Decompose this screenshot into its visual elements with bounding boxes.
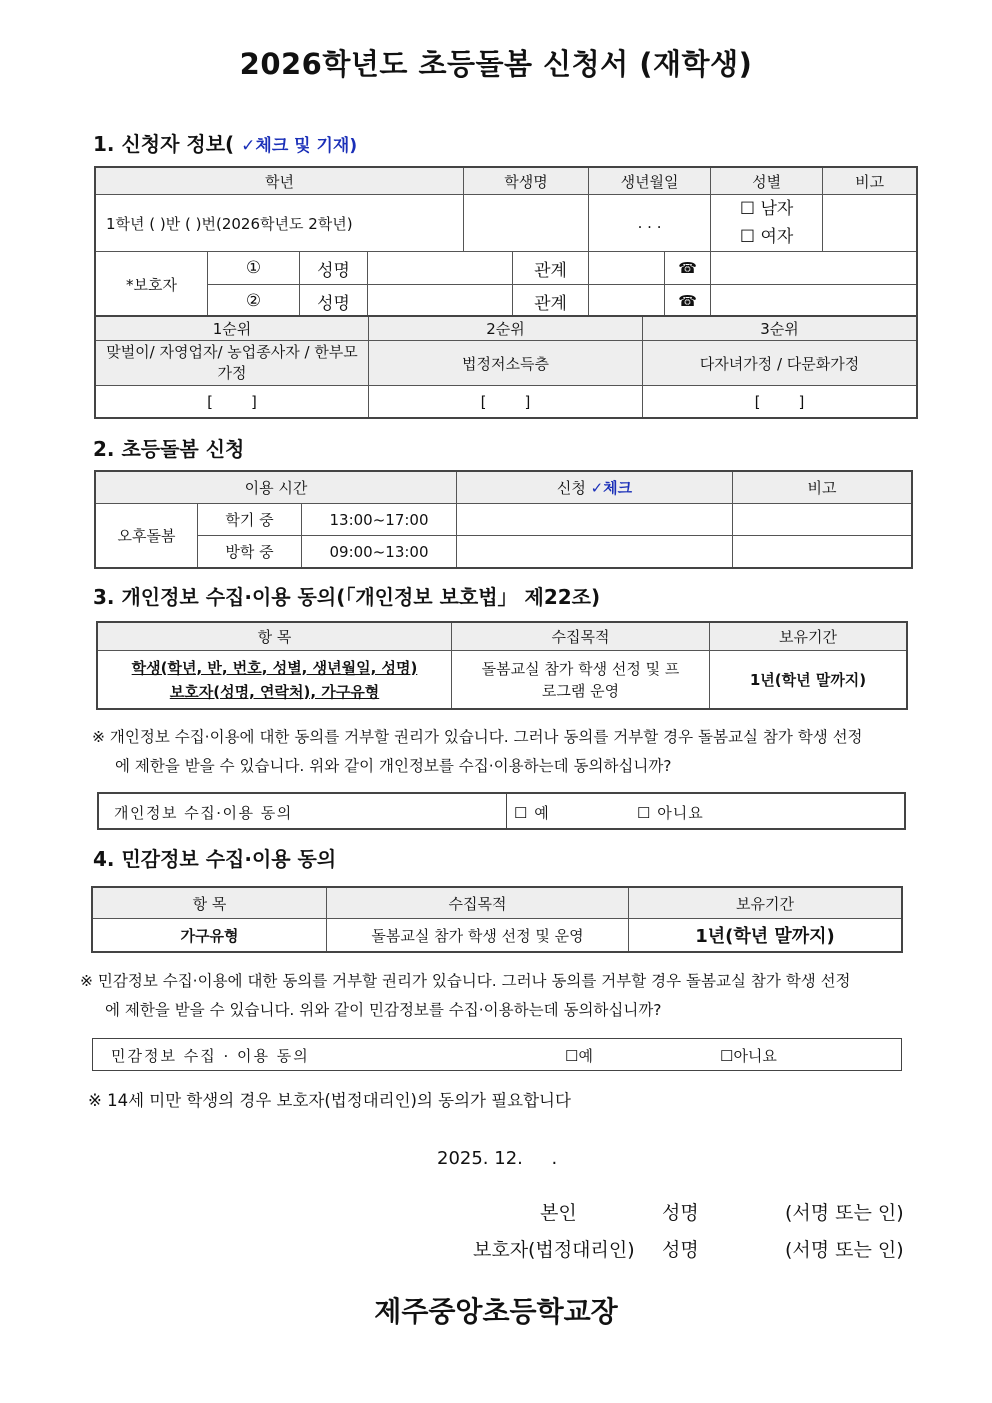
gender-male-checkbox[interactable]: ☐ 남자 [739,199,794,219]
self-label: 본인 [540,1202,577,1224]
priority-3-check[interactable]: [ ] [643,386,917,418]
apply-vacation-check[interactable] [457,536,733,568]
phone-icon: ☎ [665,285,711,318]
section-3-heading: 3. 개인정보 수집·이용 동의(「개인정보 보호법」 제22조) [93,585,601,609]
header-period: 보유기간 [710,623,907,651]
header-period: 보유기간 [629,888,902,919]
apply-semester-check[interactable] [457,504,733,536]
gender-options [711,195,823,252]
priority-2-check[interactable]: [ ] [369,386,643,418]
guardian-1-phone-field[interactable] [711,252,917,285]
header-item: 항 목 [93,888,327,919]
section-1-title: 1. 신청자 정보( [93,132,235,156]
header-apply-check: ✓체크 [590,479,633,497]
header-item: 항 목 [98,623,452,651]
guardian-1-relation-label: 관계 [513,252,589,285]
retention-period: 1년(학년 말까지) [710,651,907,709]
time-vacation: 09:00~13:00 [302,536,457,568]
applicant-info-table [95,167,917,318]
priority-1-check[interactable]: [ ] [96,386,369,418]
header-grade: 학년 [96,168,464,195]
guardian-name-label: 성명 [662,1239,699,1261]
guardian-1-relation-field[interactable] [589,252,665,285]
divider [506,794,507,828]
priority-table [95,316,917,418]
sensitive-purpose: 돌봄교실 참가 학생 선정 및 운영 [327,919,629,952]
student-name-field[interactable] [464,195,589,252]
priority-1-header: 1순위 [96,317,369,341]
personal-info-agree-row [97,792,906,830]
collected-items-line-1: 학생(학년, 반, 번호, 성별, 생년월일, 성명) [131,658,418,677]
term-semester: 학기 중 [198,504,302,536]
term-vacation: 방학 중 [198,536,302,568]
care-application-table [95,471,912,568]
header-apply-label: 신청 [556,479,586,497]
guardian-1-name-field[interactable] [368,252,513,285]
section-1-note: ✓체크 및 기재) [241,136,358,156]
age-footnote: ※ 14세 미만 학생의 경우 보호자(법정대리인)의 동의가 필요합니다 [88,1091,571,1110]
personal-info-agree-label: 개인정보 수집·이용 동의 [114,804,293,822]
priority-2-text: 법정저소득층 [369,341,643,386]
sensitive-info-no-checkbox[interactable]: ☐아니요 [720,1047,777,1065]
page-title: 2026학년도 초등돌봄 신청서 (재학생) [239,47,753,81]
guardian-1-name-label: 성명 [300,252,368,285]
care-type: 오후돌봄 [96,504,198,568]
sensitive-info-notice [80,967,851,1025]
guardian-2-name-label: 성명 [300,285,368,318]
section-1-heading [93,128,357,157]
guardian-2-relation-field[interactable] [589,285,665,318]
gender-female-checkbox[interactable]: ☐ 여자 [739,227,794,247]
personal-info-no-checkbox[interactable]: ☐ 아니요 [637,804,704,822]
header-purpose: 수집목적 [452,623,710,651]
guardian-2-name-field[interactable] [368,285,513,318]
guardian-2-phone-field[interactable] [711,285,917,318]
guardian-signature[interactable]: (서명 또는 인) [785,1239,904,1261]
guardian-sign-label: 보호자(법정대리인) [473,1239,635,1261]
note-semester[interactable] [733,504,912,536]
personal-info-table [97,622,907,709]
application-date: 2025. 12. . [437,1148,558,1169]
priority-3-text: 다자녀가정 / 다문화가정 [643,341,917,386]
sensitive-item: 가구유형 [93,919,327,952]
sensitive-info-agree-label: 민감정보 수집 · 이용 동의 [111,1047,310,1065]
self-signature[interactable]: (서명 또는 인) [785,1202,904,1224]
header-student-name: 학생명 [464,168,589,195]
personal-info-yes-checkbox[interactable]: ☐ 예 [514,804,550,822]
sensitive-period: 1년(학년 말까지) [629,919,902,952]
priority-2-header: 2순위 [369,317,643,341]
header-birth: 생년월일 [589,168,711,195]
collected-items [98,651,452,709]
grade-class-number[interactable]: 1학년 ( )반 ( )번(2026학년도 2학년) [96,195,464,252]
guardian-2-number: ② [208,285,300,318]
collection-purpose: 돌봄교실 참가 학생 선정 및 프로그램 운영 [452,651,710,709]
sensitive-info-table [92,887,902,952]
header-note: 비고 [823,168,917,195]
header-note: 비고 [733,472,912,504]
time-semester: 13:00~17:00 [302,504,457,536]
priority-3-header: 3순위 [643,317,917,341]
header-usage-time: 이용 시간 [96,472,457,504]
section-4-heading: 4. 민감정보 수집·이용 동의 [93,847,337,871]
collected-items-line-2: 보호자(성명, 연락처), 가구유형 [169,682,380,701]
guardian-1-number: ① [208,252,300,285]
section-2-heading: 2. 초등돌봄 신청 [93,437,245,461]
phone-icon: ☎ [665,252,711,285]
note-vacation[interactable] [733,536,912,568]
sensitive-info-notice-line-1: ※ 민감정보 수집·이용에 대한 동의를 거부할 권리가 있습니다. 그러나 동의를 거부할 경우 돌봄교실 참가 학생 선정 [80,972,851,990]
self-name-label: 성명 [662,1202,699,1224]
header-gender: 성별 [711,168,823,195]
sensitive-info-agree-row [92,1038,902,1071]
note-field[interactable] [823,195,917,252]
personal-info-notice-line-1: ※ 개인정보 수집·이용에 대한 동의를 거부할 권리가 있습니다. 그러나 동의를 거부할 경우 돌봄교실 참가 학생 선정 [92,728,863,746]
personal-info-notice [92,723,863,781]
priority-1-text: 맞벌이/ 자영업자/ 농업종사자 / 한부모가정 [96,341,369,386]
header-purpose: 수집목적 [327,888,629,919]
sensitive-info-yes-checkbox[interactable]: ☐예 [565,1047,593,1065]
guardian-2-relation-label: 관계 [513,285,589,318]
personal-info-notice-line-2: 에 제한을 받을 수 있습니다. 위와 같이 개인정보를 수집·이용하는데 동의하십니까? [115,757,672,775]
guardian-label: *보호자 [96,252,208,318]
birth-field[interactable]: . . . [589,195,711,252]
principal-title: 제주중앙초등학교장 [374,1295,618,1328]
header-apply [457,472,733,504]
sensitive-info-notice-line-2: 에 제한을 받을 수 있습니다. 위와 같이 민감정보를 수집·이용하는데 동의하십니까? [105,1001,662,1019]
